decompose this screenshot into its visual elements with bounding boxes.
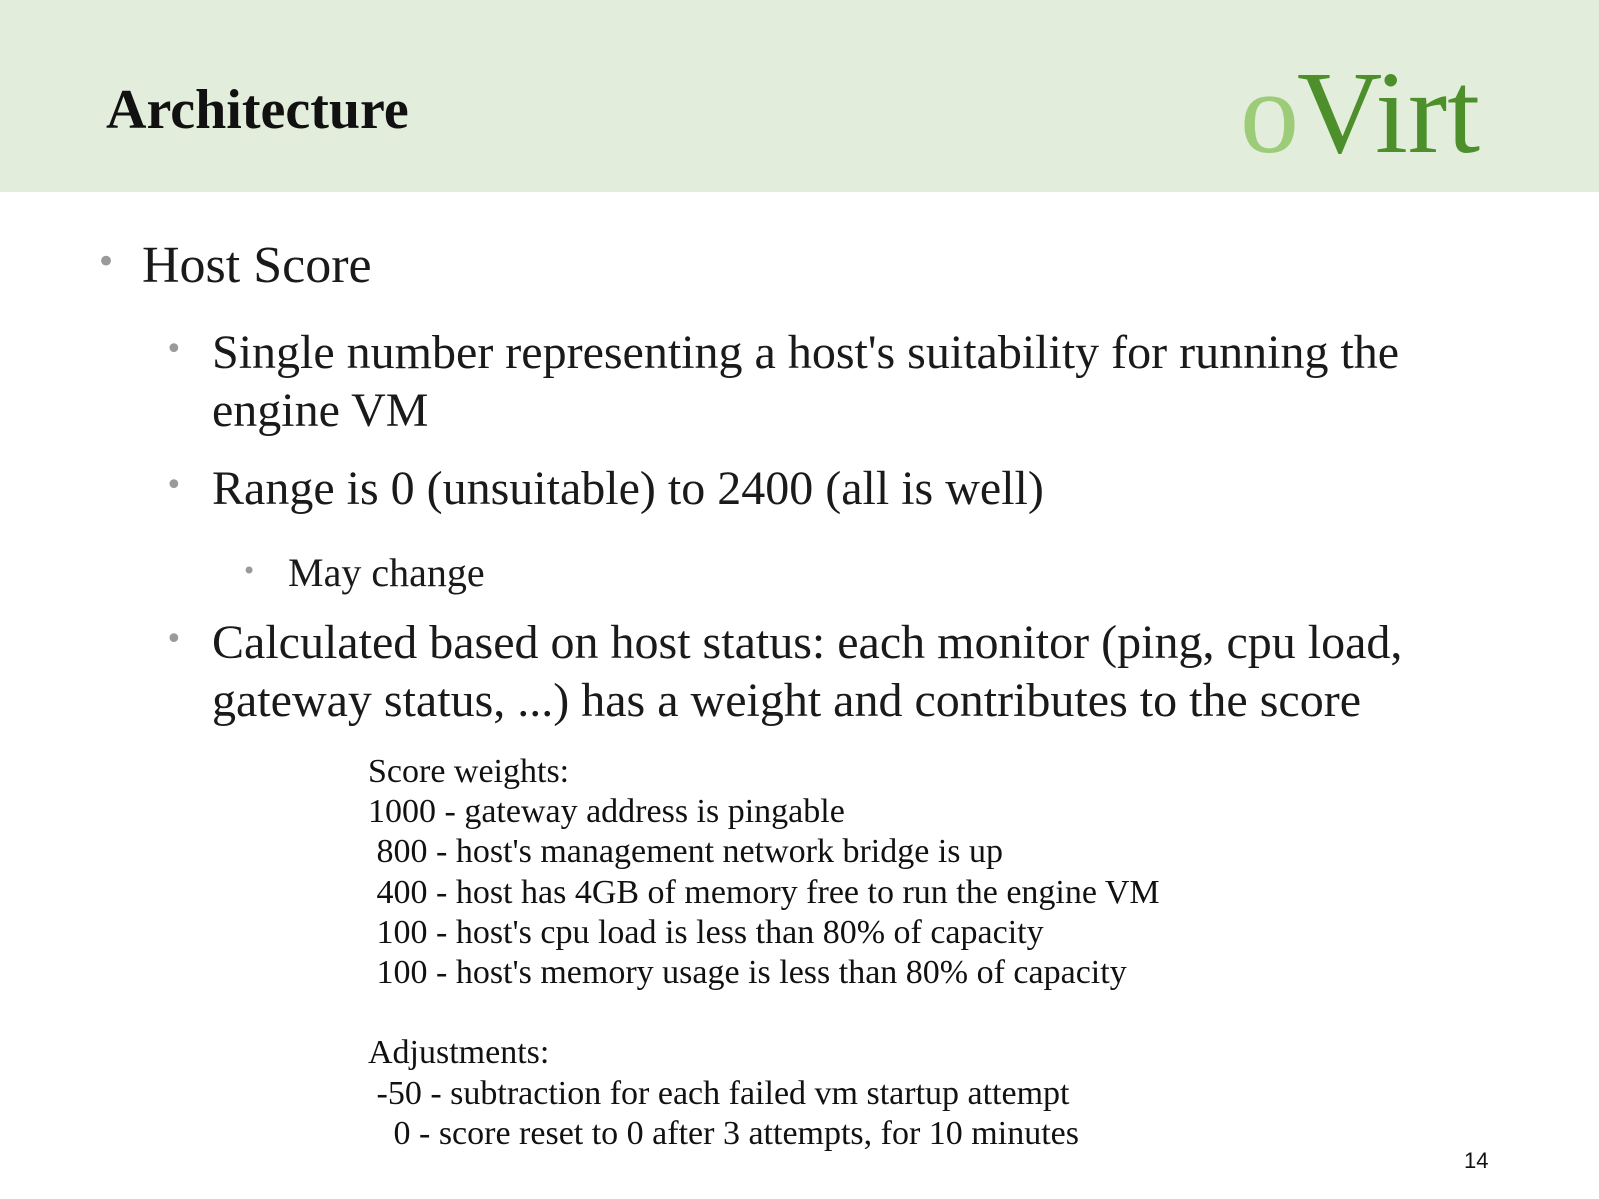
bullet-may-change <box>0 549 1599 599</box>
weights-line: 100 - host's cpu load is less than 80% of capacity <box>368 913 1044 951</box>
bullet-text: Host Score <box>142 237 372 294</box>
bullet-text: Single number representing a host's suitability for running the engine VM <box>212 326 1400 437</box>
weights-heading: Score weights: <box>368 753 570 790</box>
weights-line: 100 - host's memory usage is less than 80% of capacity <box>368 953 1127 991</box>
score-weights-block <box>368 752 1160 1154</box>
bullet-dot: • <box>165 468 183 503</box>
bullet-dot: • <box>165 622 183 657</box>
slide-title: Architecture <box>106 79 409 141</box>
adjustments-line: -50 - subtraction for each failed vm startup attempt <box>368 1074 1070 1112</box>
bullet-text: Range is 0 (unsuitable) to 2400 (all is well) <box>212 462 1044 515</box>
adjustments-line: 0 - score reset to 0 after 3 attempts, for 10 minutes <box>368 1114 1079 1152</box>
weights-line: 1000 - gateway address is pingable <box>368 793 845 831</box>
ovirt-logo <box>1240 47 1540 178</box>
weights-line: 400 - host has 4GB of memory free to run the engine VM <box>368 873 1160 911</box>
weights-blank-line <box>368 993 1160 1033</box>
bullet-host-score <box>0 236 1599 298</box>
bullet-dot: • <box>242 557 257 585</box>
bullet-calculated <box>0 614 1599 734</box>
bullet-range <box>0 460 1599 520</box>
bullet-single-number <box>0 324 1599 444</box>
page-number: 14 <box>1464 1148 1489 1173</box>
logo-virt: Virt <box>1297 47 1480 178</box>
bullet-dot: • <box>165 332 183 367</box>
adjustments-heading: Adjustments: <box>368 1034 550 1072</box>
weights-line: 800 - host's management network bridge is up <box>368 833 1004 871</box>
bullet-text: Calculated based on host status: each monitor (ping, cpu load, gateway status, ...) has a weight and contributes to the score <box>212 616 1403 727</box>
bullet-dot: • <box>96 242 117 282</box>
bullet-text: May change <box>288 550 485 595</box>
logo-o: o <box>1240 47 1299 178</box>
